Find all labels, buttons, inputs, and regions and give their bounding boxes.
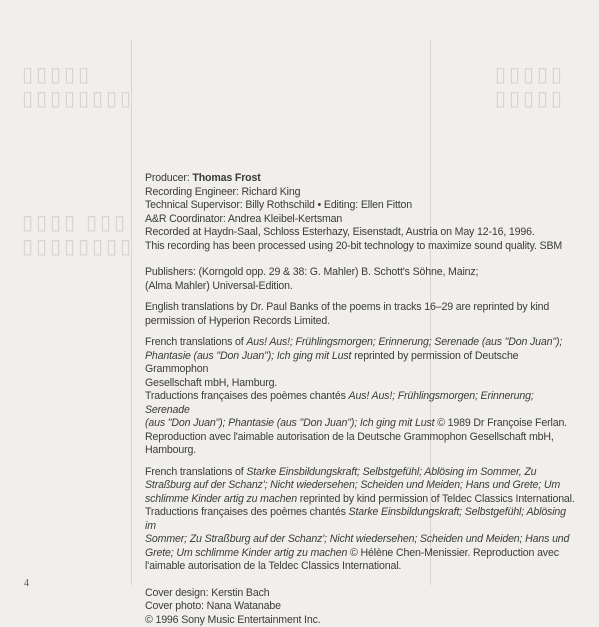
english-translations-line-1: English translations by Dr. Paul Banks of the poems in tracks 16–29 are reprinted by kind: [145, 301, 575, 315]
ghost-mark-5: ▯▯▯▯▯: [495, 62, 565, 87]
french-translations-2-line-3: schlimme Kinder artig zu machen reprinted by kind permission of Teldec Classics International.: [145, 493, 575, 507]
french-translations-1-line-2: Phantasie (aus "Don Juan"); Ich ging mit Lust reprinted by permission of Deutsche Grammophon: [145, 350, 575, 377]
traductions-1-line-4: Hambourg.: [145, 444, 575, 458]
recorded-at-line: Recorded at Haydn-Saal, Schloss Esterhazy, Eisenstadt, Austria on May 12-16, 1996.: [145, 226, 575, 240]
ghost-mark-4: ▯▯▯▯▯▯▯▯: [22, 234, 134, 259]
french-translations-1-line-1: French translations of Aus! Aus!; Frühlingsmorgen; Erinnerung; Serenade (aus "Don Juan");: [145, 336, 575, 350]
ghost-mark-1: ▯▯▯▯▯: [22, 62, 92, 87]
recording-engineer-line: Recording Engineer: Richard King: [145, 186, 575, 200]
technology-line: This recording has been processed using 20-bit technology to maximize sound quality. SBM: [145, 240, 575, 254]
producer-name: Thomas Frost: [192, 172, 260, 184]
traductions-2-line-3: Grete; Um schlimme Kinder artig zu machen © Hélène Chen-Menissier. Reproduction avec: [145, 547, 575, 561]
publishers-line-1: Publishers: (Korngold opp. 29 & 38: G. Mahler) B. Schott's Söhne, Mainz;: [145, 266, 575, 280]
ghost-mark-6: ▯▯▯▯▯: [495, 86, 565, 111]
french-translations-1-line-3: Gesellschaft mbH, Hamburg.: [145, 377, 575, 391]
cover-design-line: Cover design: Kerstin Bach: [145, 587, 575, 601]
cover-photo-line: Cover photo: Nana Watanabe: [145, 600, 575, 614]
french-translations-2-line-2: Straßburg auf der Schanz'; Nicht wiedersehen; Scheiden und Meiden; Hans und Grete; Um: [145, 479, 575, 493]
french-translations-2-line-1: French translations of Starke Einsbildungskraft; Selbstgefühl; Ablösing im Sommer, Zu: [145, 466, 575, 480]
traductions-2-line-2: Sommer; Zu Straßburg auf der Schanz'; Nicht wiedersehen; Scheiden und Meiden; Hans und: [145, 533, 575, 547]
traductions-1-line-2: (aus "Don Juan"); Phantasie (aus "Don Juan"); Ich ging mit Lust © 1989 Dr Françoise Ferlan.: [145, 417, 575, 431]
producer-line: Producer: Thomas Frost: [145, 172, 575, 186]
ar-coordinator-line: A&R Coordinator: Andrea Kleibel-Kertsman: [145, 213, 575, 227]
page-number: 4: [24, 578, 29, 589]
traductions-2-line-1: Traductions françaises des poèmes chantés Starke Einsbildungskraft; Selbstgefühl; Ablösing im: [145, 506, 575, 533]
publishers-line-2: (Alma Mahler) Universal-Edition.: [145, 280, 575, 294]
english-translations-line-2: permission of Hyperion Records Limited.: [145, 315, 575, 329]
technical-supervisor-line: Technical Supervisor: Billy Rothschild • Editing: Ellen Fitton: [145, 199, 575, 213]
ghost-mark-2: ▯▯▯▯▯▯▯▯: [22, 86, 134, 111]
traductions-2-line-4: l'aimable autorisation de la Teldec Classics International.: [145, 560, 575, 574]
traductions-1-line-3: Reproduction avec l'aimable autorisation de la Deutsche Grammophon Gesellschaft mbH,: [145, 431, 575, 445]
traductions-1-line-1: Traductions françaises des poèmes chantés Aus! Aus!; Frühlingsmorgen; Erinnerung; Serenade: [145, 390, 575, 417]
ghost-column-rule-left: [131, 40, 132, 585]
copyright-line: © 1996 Sony Music Entertainment Inc.: [145, 614, 575, 627]
ghost-mark-3: ▯▯▯▯ ▯▯▯: [22, 210, 128, 235]
credits-text-column: [145, 172, 575, 627]
